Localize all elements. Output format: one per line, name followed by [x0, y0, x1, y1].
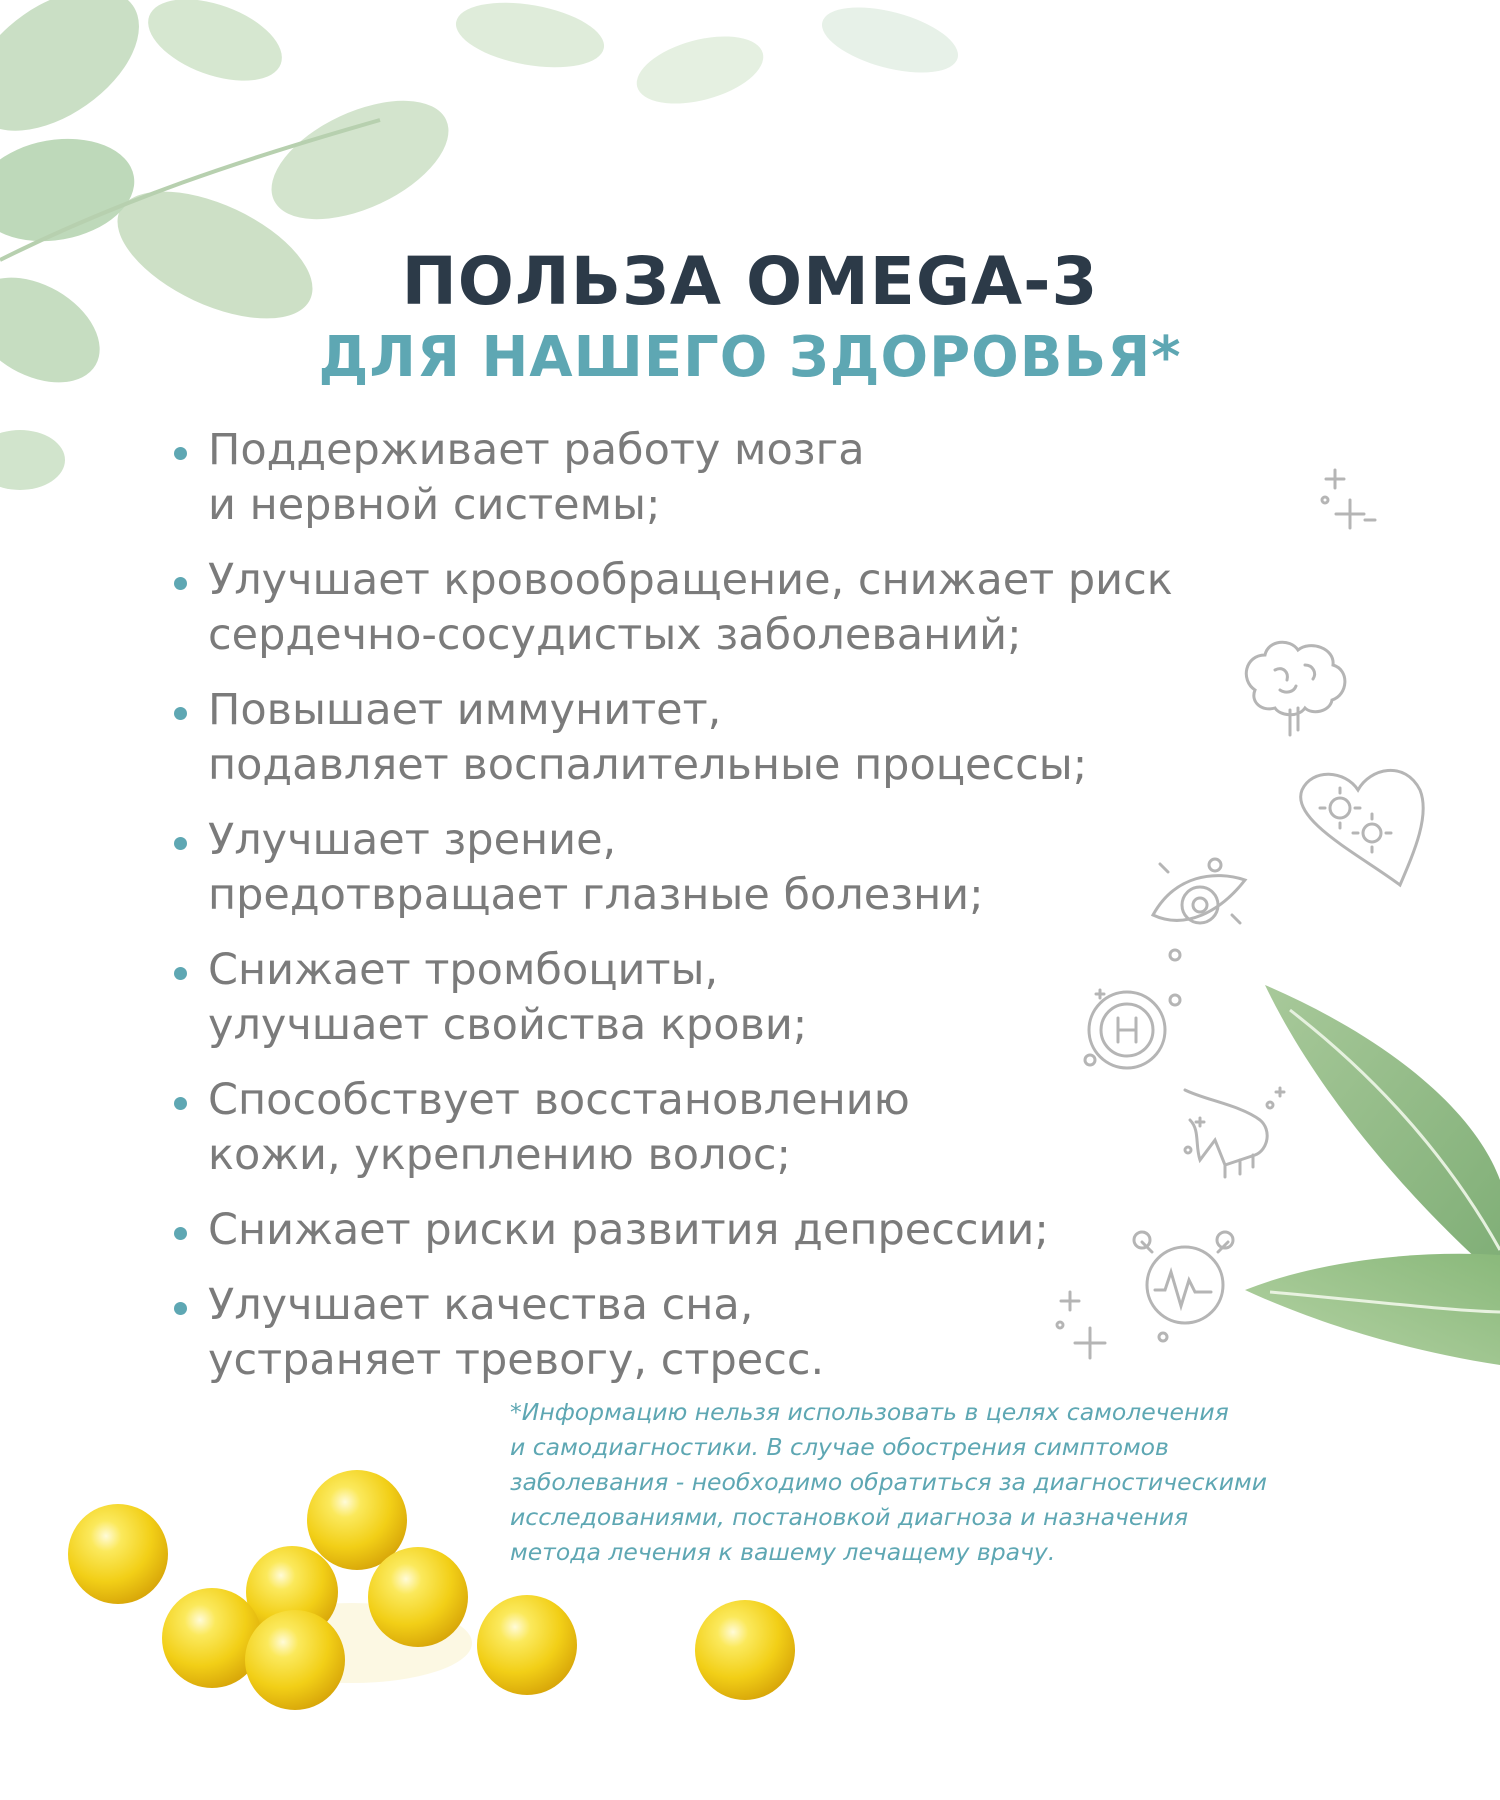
footnote-line: исследованиями, постановкой диагноза и назначения	[510, 1503, 1189, 1531]
benefit-text: Повышает иммунитет,	[208, 685, 722, 735]
list-item	[174, 813, 1324, 923]
benefit-text: сердечно-сосудистых заболеваний;	[208, 610, 1022, 660]
list-item	[174, 553, 1324, 663]
bullet-icon	[174, 707, 187, 720]
benefit-text: Снижает риски развития депрессии;	[208, 1205, 1049, 1255]
capsule	[368, 1547, 468, 1647]
footnote-line: заболевания - необходимо обратиться за диагностическими	[510, 1468, 1267, 1496]
benefit-text: Улучшает кровообращение, снижает риск	[208, 555, 1173, 605]
bullet-icon	[174, 967, 187, 980]
list-item	[174, 943, 1324, 1053]
list-item	[174, 1278, 1324, 1388]
benefit-text: Поддерживает работу мозга	[208, 425, 865, 475]
capsule	[245, 1610, 345, 1710]
benefits-list	[174, 423, 1324, 1408]
benefit-text: Улучшает зрение,	[208, 815, 617, 865]
benefit-text: подавляет воспалительные процессы;	[208, 740, 1088, 790]
benefit-text: кожи, укреплению волос;	[208, 1130, 792, 1180]
benefit-text: Улучшает качества сна,	[208, 1280, 754, 1330]
sparkle-icon	[1322, 470, 1375, 528]
benefit-text: устраняет тревогу, стресс.	[208, 1335, 825, 1385]
bullet-icon	[174, 447, 187, 460]
footnote-line: метода лечения к вашему лечащему врачу.	[510, 1538, 1056, 1566]
capsule	[695, 1600, 795, 1700]
bullet-icon	[174, 1097, 187, 1110]
list-item	[174, 1203, 1324, 1258]
footnote-line: и самодиагностики. В случае обострения симптомов	[510, 1433, 1169, 1461]
page-title: ПОЛЬЗА OMEGA-3	[401, 243, 1099, 320]
bullet-icon	[174, 577, 187, 590]
capsule	[477, 1595, 577, 1695]
page-subtitle: ДЛЯ НАШЕГО ЗДОРОВЬЯ*	[318, 325, 1182, 390]
benefit-text: Способствует восстановлению	[208, 1075, 910, 1125]
benefit-text: и нервной системы;	[208, 480, 661, 530]
bullet-icon	[174, 837, 187, 850]
list-item	[174, 683, 1324, 793]
list-item	[174, 423, 1324, 533]
disclaimer-footnote	[510, 1395, 1440, 1570]
benefit-text: предотвращает глазные болезни;	[208, 870, 984, 920]
footnote-line: *Информацию нельзя использовать в целях самолечения	[510, 1398, 1229, 1426]
bullet-icon	[174, 1302, 187, 1315]
bullet-icon	[174, 1227, 187, 1240]
benefit-text: улучшает свойства крови;	[208, 1000, 808, 1050]
benefit-text: Снижает тромбоциты,	[208, 945, 719, 995]
list-item	[174, 1073, 1324, 1183]
capsule	[68, 1504, 168, 1604]
